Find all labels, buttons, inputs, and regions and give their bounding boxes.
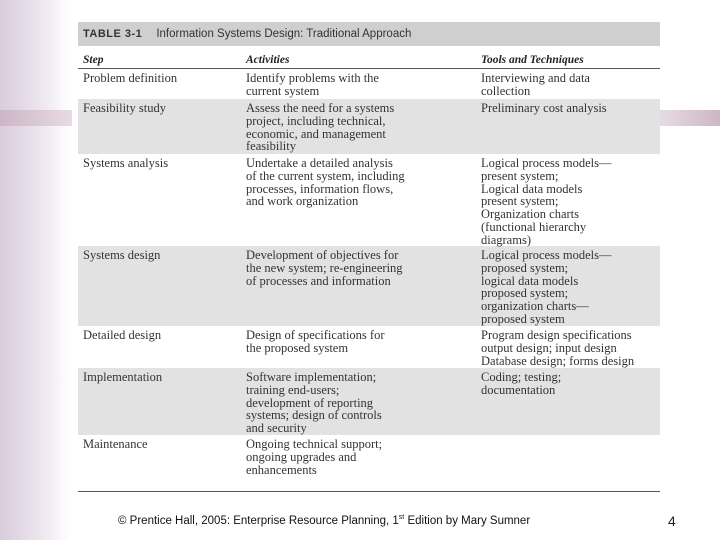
step-cell: Systems analysis	[83, 156, 169, 170]
column-header-tools: Tools and Techniques	[481, 54, 584, 66]
right-accent-bar	[660, 110, 720, 126]
page-number: 4	[668, 513, 676, 529]
activities-cell: Design of specifications for the proposed system	[246, 328, 385, 355]
tools-cell: Coding; testing; documentation	[481, 370, 562, 397]
activities-cell: Identify problems with the current system	[246, 71, 379, 98]
step-cell: Problem definition	[83, 71, 178, 85]
tools-cell: Logical process models— proposed system; logical data models proposed system; organization charts— proposed system	[481, 248, 612, 326]
tools-cell: Interviewing and data collection	[481, 71, 590, 98]
table-bottom-rule	[78, 491, 660, 492]
step-cell: Detailed design	[83, 328, 162, 342]
activities-cell: Ongoing technical support; ongoing upgrades and enhancements	[246, 437, 383, 477]
tools-cell: Preliminary cost analysis	[481, 101, 607, 115]
table-row-detailed-design	[78, 326, 660, 368]
step-cell: Feasibility study	[83, 101, 166, 115]
copyright-footer	[118, 514, 530, 527]
footer-text: © Prentice Hall, 2005: Enterprise Resource Planning, 1	[118, 514, 399, 527]
activities-cell: Development of objectives for the new system; re-engineering of processes and information	[246, 248, 403, 288]
left-gradient-decoration	[0, 0, 70, 540]
tools-cell	[476, 438, 660, 480]
table-row-systems-analysis	[78, 154, 660, 246]
table-header-row	[78, 46, 660, 69]
table-row-systems-design	[78, 246, 660, 326]
table-row-maintenance	[78, 435, 660, 480]
activities-cell: Assess the need for a systems project, including technical, economic, and management feasibility	[246, 101, 395, 154]
left-accent-bar	[0, 110, 72, 126]
footer-superscript: st	[398, 514, 405, 521]
tools-cell: Program design specifications output design; input design Database design; forms design	[481, 328, 635, 368]
table-number: TABLE 3-1	[83, 28, 143, 40]
table-title: Information Systems Design: Traditional Approach	[156, 28, 412, 40]
column-header-activities: Activities	[246, 54, 290, 66]
table-figure	[78, 22, 660, 490]
footer-edition-text: Edition by Mary Sumner	[404, 514, 531, 527]
step-cell: Systems design	[83, 248, 161, 262]
table-row-implementation	[78, 368, 660, 435]
tools-cell: Logical process models— present system; Logical data models present system; Organization charts (functional hierarchy diagrams)	[481, 156, 612, 247]
table-row-problem-definition	[78, 69, 660, 99]
step-cell: Maintenance	[83, 437, 148, 451]
table-row-feasibility-study	[78, 99, 660, 154]
activities-cell: Software implementation; training end-users; development of reporting systems; design of controls and security	[246, 370, 382, 436]
table-caption	[78, 22, 660, 46]
column-header-step: Step	[83, 54, 104, 66]
activities-cell: Undertake a detailed analysis of the current system, including processes, information flows, and work organization	[246, 156, 405, 209]
step-cell: Implementation	[83, 370, 163, 384]
